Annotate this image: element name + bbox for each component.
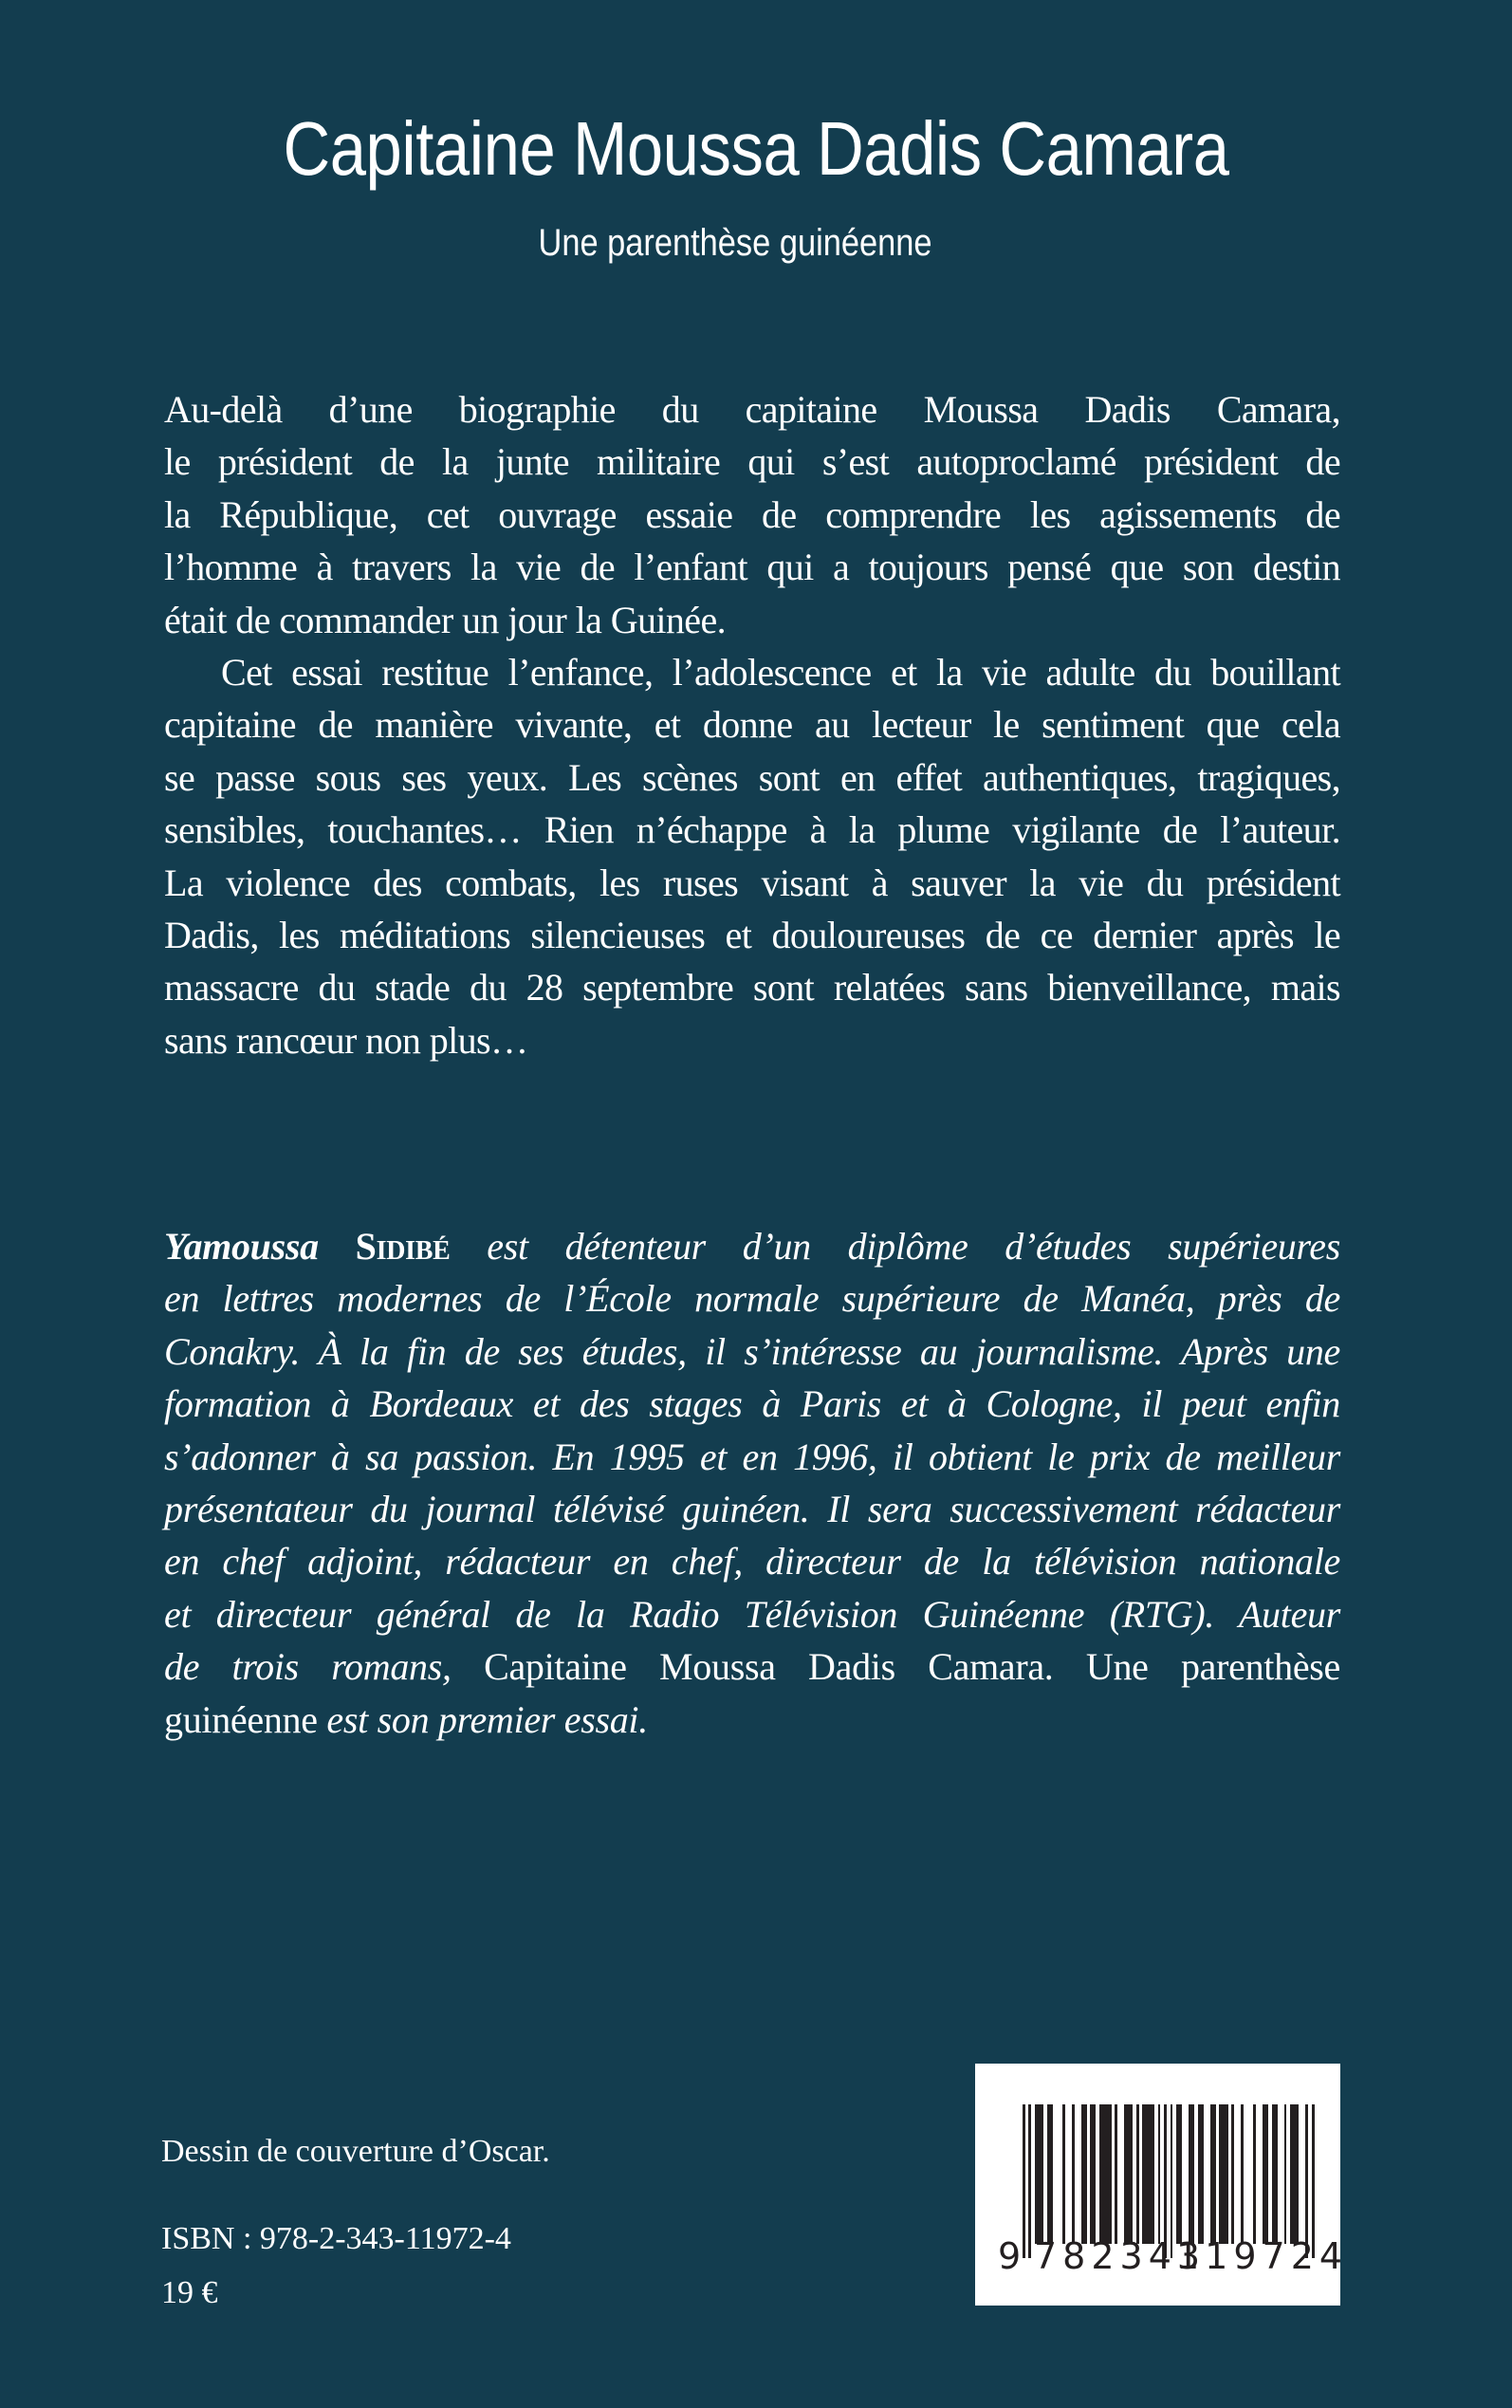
text-line: La violence des combats, les ruses visant à sauver la vie du président <box>164 861 1340 904</box>
text-line: se passe sous ses yeux. Les scènes sont en effet authentiques, tragiques, <box>164 755 1340 799</box>
cover-art-credit: Dessin de couverture d’Oscar. <box>161 2134 550 2169</box>
barcode-bar <box>1290 2104 1299 2244</box>
barcode-bar <box>1081 2104 1087 2244</box>
isbn: ISBN : 978-2-343-11972-4 <box>161 2221 511 2256</box>
author-last-name: Sidibé <box>355 1225 451 1268</box>
text-line: capitaine de manière vivante, et donne au lecteur le sentiment que cela <box>164 703 1340 747</box>
text-line: massacre du stade du 28 septembre sont relatées sans bienveillance, mais <box>164 966 1340 1010</box>
barcode-bar <box>1072 2104 1075 2244</box>
text-line: formation à Bordeaux et des stages à Paris et à Cologne, il peut enfin <box>164 1382 1340 1426</box>
barcode-bar <box>1253 2104 1256 2244</box>
book-title-reference: guinéenne <box>164 1697 318 1741</box>
barcode-bar <box>1099 2104 1112 2244</box>
text-line: Dadis, les méditations silencieuses et douloureuses de ce dernier après le <box>164 913 1340 956</box>
barcode-bar <box>1158 2104 1161 2244</box>
barcode-bar <box>1035 2104 1043 2244</box>
barcode-bar <box>1124 2104 1133 2244</box>
text-line: s’adonner à sa passion. En 1995 et en 1996, il obtient le prix de meilleur <box>164 1435 1340 1478</box>
barcode-bar <box>1198 2104 1204 2244</box>
barcode-bar <box>1241 2104 1244 2244</box>
barcode-bar <box>1219 2104 1227 2244</box>
text-line: l’homme à travers la vie de l’enfant qui a toujours pensé que son destin <box>164 546 1340 589</box>
text-line: sensibles, touchantes… Rien n’échappe à la plume vigilante de l’auteur. <box>164 808 1340 852</box>
barcode-right-digits: 119724 <box>1176 2235 1349 2277</box>
barcode-guard-bar <box>1028 2104 1031 2258</box>
barcode-bar <box>1284 2104 1287 2244</box>
barcode-bar <box>1210 2104 1216 2244</box>
text-line: sans rancœur non plus… <box>164 1018 528 1062</box>
text-line: le président de la junte militaire qui s’est autoproclamé président de <box>164 440 1340 484</box>
text-line: la République, cet ouvrage essaie de comprendre les agissements de <box>164 492 1340 536</box>
barcode-bar <box>1263 2104 1268 2244</box>
barcode-bar <box>1062 2104 1065 2244</box>
barcode-bar <box>1136 2104 1139 2244</box>
text-line <box>164 1640 1340 1693</box>
book-title-reference: Capitaine Moussa Dadis Camara. Une parenthèse <box>484 1645 1340 1689</box>
barcode <box>975 2064 1349 2306</box>
barcode-left-digits: 782343 <box>1034 2235 1207 2277</box>
text-line: Au-delà d’une biographie du capitaine Moussa Dadis Camara, <box>164 388 1340 431</box>
author-bio <box>164 1220 1340 1746</box>
text-line: Cet essai restitue l’enfance, l’adolescence et la vie adulte du bouillant <box>221 650 1340 694</box>
barcode-bar <box>1047 2104 1053 2244</box>
text-line: était de commander un jour la Guinée. <box>164 598 727 641</box>
author-first-name: Yamoussa <box>164 1225 319 1268</box>
blurb-paragraph-1 <box>164 383 1340 1066</box>
bio-text: est détenteur d’un diplôme d’études supérieures <box>487 1225 1340 1268</box>
text-line <box>164 1220 1340 1272</box>
text-line: en lettres modernes de l’École normale supérieure de Manéa, près de <box>164 1277 1340 1321</box>
barcode-bar <box>1115 2104 1117 2244</box>
bio-text: de trois romans, <box>164 1645 452 1689</box>
barcode-bar <box>1090 2104 1096 2244</box>
barcode-bar <box>1176 2104 1182 2244</box>
barcode-bar <box>1142 2104 1154 2244</box>
barcode-bar <box>1272 2104 1278 2244</box>
book-subtitle: Une parenthèse guinéenne <box>538 222 932 264</box>
barcode-bar <box>1189 2104 1194 2244</box>
price: 19 € <box>161 2275 218 2310</box>
barcode-first-digit: 9 <box>998 2235 1027 2277</box>
text-line <box>164 1694 1340 1746</box>
barcode-bar <box>1231 2104 1234 2244</box>
text-line: en chef adjoint, rédacteur en chef, directeur de la télévision nationale <box>164 1540 1340 1584</box>
text-line: Conakry. À la fin de ses études, il s’intéresse au journalisme. Après une <box>164 1329 1340 1373</box>
book-title: Capitaine Moussa Dadis Camara <box>283 106 1229 191</box>
bio-text: est son premier essai. <box>326 1697 648 1741</box>
text-line: et directeur général de la Radio Télévision Guinéenne (RTG). Auteur <box>164 1592 1340 1636</box>
text-line: présentateur du journal télévisé guinéen. Il sera successivement rédacteur <box>164 1487 1340 1530</box>
